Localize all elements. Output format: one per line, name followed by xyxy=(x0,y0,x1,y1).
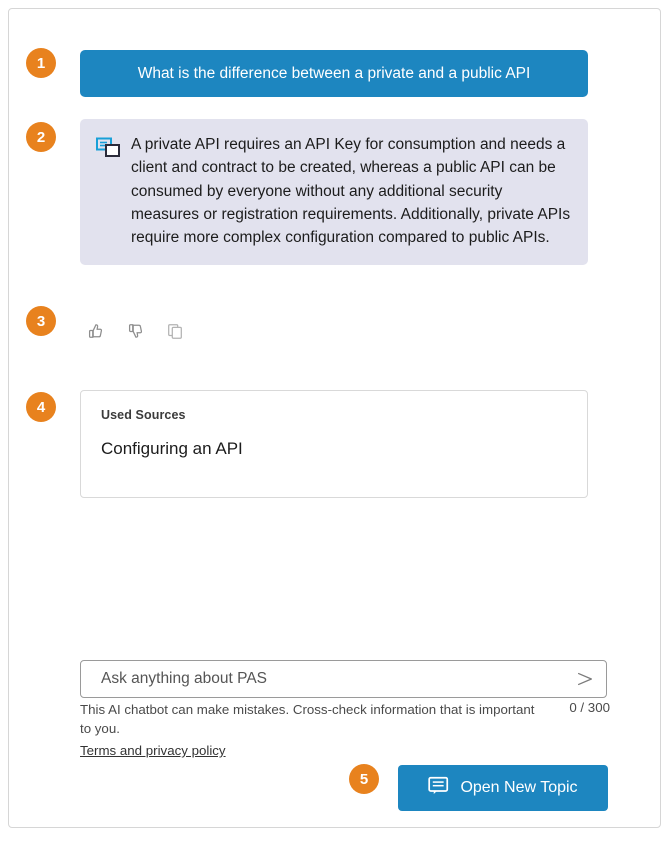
chat-input[interactable] xyxy=(99,669,574,689)
callout-badge-1: 1 xyxy=(26,48,56,78)
callout-badge-2: 2 xyxy=(26,122,56,152)
callout-badge-4: 4 xyxy=(26,392,56,422)
bot-message-text: A private API requires an API Key for consumption and needs a client and contract to be created, whereas a public API can be consumed by everyone without any additional security measures or registration requirements. Additionally, private APIs require more complex configuration compared to public APIs. xyxy=(131,136,571,247)
terms-link[interactable]: Terms and privacy policy xyxy=(80,743,226,758)
user-message-bubble xyxy=(80,50,588,97)
chat-response-icon xyxy=(96,137,122,159)
used-source-item[interactable]: Configuring an API xyxy=(101,439,243,458)
thumbs-down-icon[interactable] xyxy=(120,317,150,345)
callout-badge-3: 3 xyxy=(26,306,56,336)
thumbs-up-icon[interactable] xyxy=(80,317,110,345)
chat-panel xyxy=(8,8,661,828)
copy-icon[interactable] xyxy=(160,317,190,345)
character-counter: 0 / 300 xyxy=(569,700,610,715)
used-sources-title: Used Sources xyxy=(101,408,186,422)
send-icon[interactable] xyxy=(574,668,596,690)
chat-bubble-icon xyxy=(428,776,449,800)
user-message-text: What is the difference between a private and a public API xyxy=(137,64,531,82)
open-new-topic-label: Open New Topic xyxy=(460,779,578,796)
bot-message-bubble xyxy=(80,119,588,265)
used-sources-card xyxy=(80,390,588,498)
chat-input-container[interactable] xyxy=(80,660,607,698)
disclaimer-text: This AI chatbot can make mistakes. Cross-check information that is important to you. xyxy=(80,702,535,736)
feedback-row xyxy=(80,317,190,345)
open-new-topic-button[interactable] xyxy=(398,765,608,811)
callout-badge-5: 5 xyxy=(349,764,379,794)
